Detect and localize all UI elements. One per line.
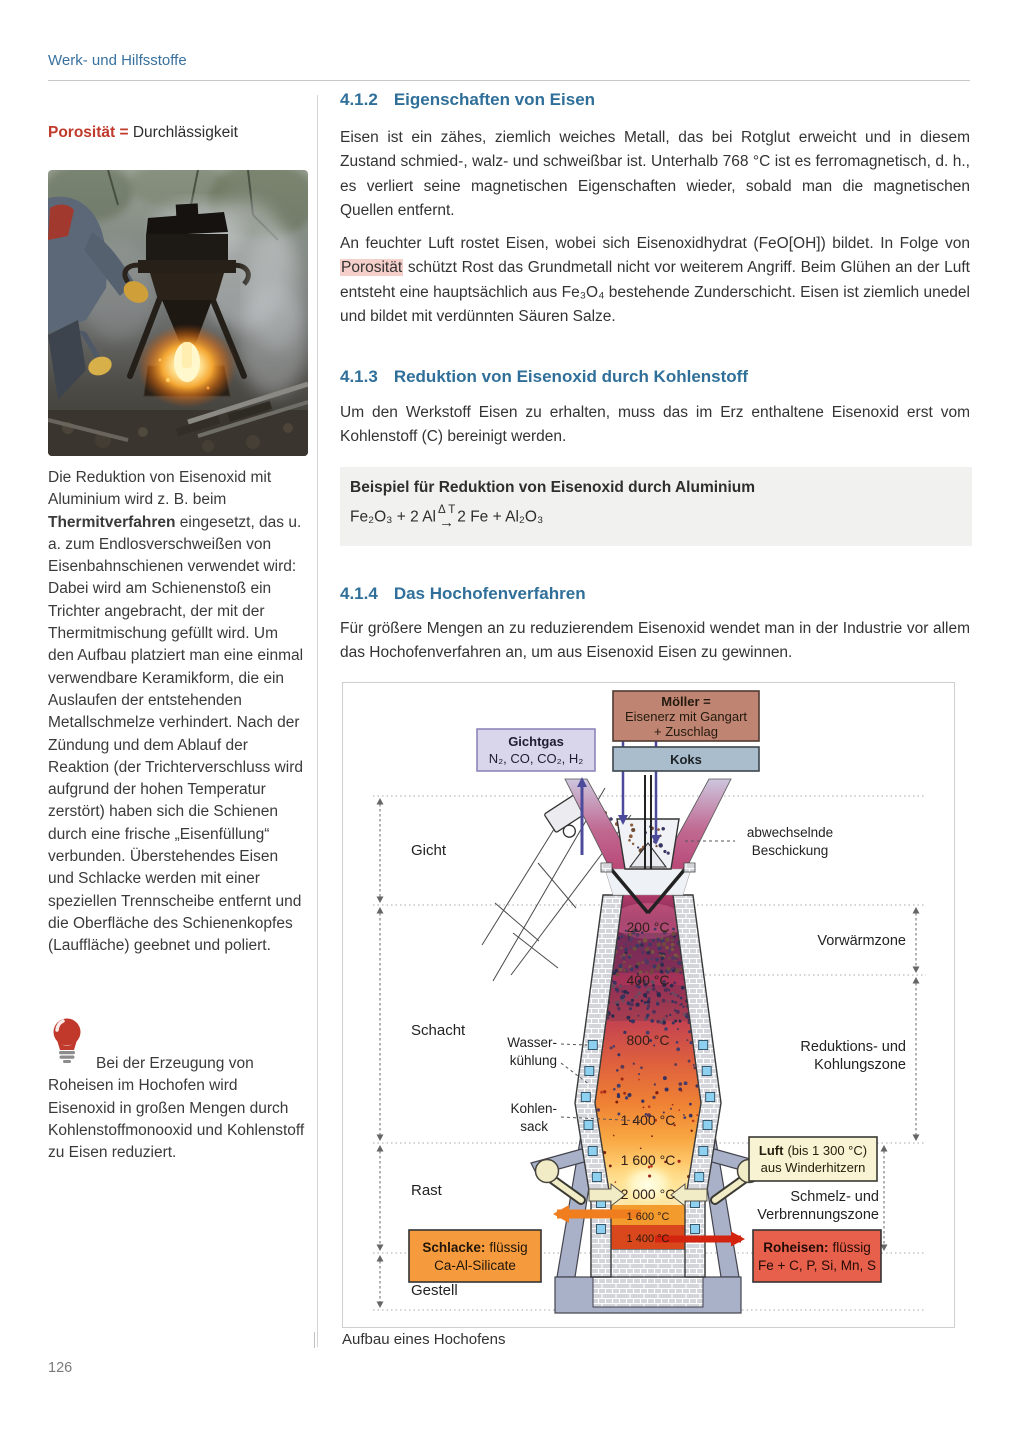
label-beschickung: abwechselnde — [746, 825, 834, 840]
thermite-photo — [48, 170, 308, 456]
schlacke-box — [409, 1230, 541, 1282]
gichtgas-box — [477, 729, 595, 771]
margin-text-b: eingesetzt, das u. a. zum Endlosverschweißen von Eisenbahnschienen verwendet wird: Dabei wird am Schienenstoß ein Trichter angebracht, der mit der Thermitmischung gefüllt wird. Um den Aufbau platziert man eine einmal verwendbare Keramikform, die ein Auslaufen der entstehenden Metallschmelze verhindert. Nach der Zündung und dem Ablauf der Reaktion (der Trichterverschluss wird aufgrund der hohen Temperatur zerstört) haben sich die Schienen durch eine frische „Eisenfüllung“ verbunden. Überstehendes Eisen und Schlacke werden mit einer speziellen Trennscheibe entfernt und die Oberfläche des Schienenkopfes (Lauffläche) geebnet und poliert. — [48, 513, 304, 955]
paragraph-412-1: Eisen ist ein zähes, ziemlich weiches Metall, das bei Rotglut erweicht und in diesem Zustand schmied-, walz- und schweißbar ist. Unterhalb 768 °C ist es ferromagnetisch, d. h., es verliert seine magnetischen Eigenschaften wieder, sobald man die magnetischen Quellen entfernt. — [340, 129, 970, 219]
luft-box — [749, 1137, 877, 1181]
throat — [605, 869, 691, 895]
section-heading-413 — [340, 367, 970, 387]
zone-label-gestell: Gestell — [411, 1282, 458, 1299]
svg-text:Roheisen:flüssig: Roheisen: flüssig — [763, 1240, 871, 1255]
svg-text:Beschickung: Beschickung — [751, 843, 829, 858]
chemical-equation — [350, 505, 958, 530]
svg-text:Ca-Al-Silicate: Ca-Al-Silicate — [434, 1258, 516, 1273]
paragraph-text: schützt Rost das Grundmetall nicht vor weiterem Angriff. Beim Glühen an der Luft entsteht eine hauptsächlich aus Fe₃O₄ bestehende Zunderschicht. Eisen ist ziemlich unedel und bildet mit verdünnten Säuren Salze. — [340, 259, 970, 325]
section-number: 4.1.4 — [340, 584, 378, 603]
example-title: Beispiel für Reduktion von Eisenoxid durch Aluminium — [350, 479, 756, 496]
band-temp-1600: 1 600 °C — [626, 1211, 670, 1223]
bell-anchor-right — [684, 863, 695, 872]
running-header: Werk- und Hilfsstoffe — [48, 52, 187, 69]
page-number: 126 — [48, 1360, 73, 1376]
svg-text:Fe + C, P, Si, Mn, S: Fe + C, P, Si, Mn, S — [758, 1258, 876, 1273]
svg-text:Gichtgas: Gichtgas — [508, 734, 564, 749]
equation-right: 2 Fe + Al₂O₃ — [457, 508, 544, 526]
section-number: 4.1.3 — [340, 367, 378, 386]
lightbulb-icon — [50, 1016, 86, 1073]
temp-200: 200 °C — [626, 919, 670, 935]
label-wasserkuehlung: Wasser- — [507, 1035, 557, 1050]
margin-paragraph — [48, 467, 308, 958]
zone-label-rast: Rast — [411, 1182, 442, 1199]
svg-text:N₂, CO, CO₂, H₂: N₂, CO, CO₂, H₂ — [488, 751, 584, 766]
svg-text:aus Winderhitzern: aus Winderhitzern — [760, 1160, 866, 1175]
svg-text:Koks: Koks — [670, 752, 702, 767]
temp-1600: 1 600 °C — [620, 1152, 676, 1168]
highlighted-term: Porosität — [341, 259, 403, 277]
section-heading-412 — [340, 90, 970, 110]
section-title: Das Hochofenverfahren — [393, 584, 586, 603]
definition-text: Durchlässigkeit — [128, 124, 238, 141]
bell-anchor-left — [601, 863, 612, 872]
temp-800: 800 °C — [626, 1032, 670, 1048]
roheisen-box — [753, 1230, 881, 1282]
label-kohlensack: Kohlen- — [510, 1101, 557, 1116]
moeller-box — [613, 691, 759, 741]
svg-text:sack: sack — [520, 1119, 548, 1134]
svg-text:kühlung: kühlung — [509, 1053, 557, 1068]
paragraph-412-2 — [340, 232, 970, 329]
temp-400: 400 °C — [626, 972, 670, 988]
paragraph-text: An feuchter Luft rostet Eisen, wobei sich Eisenoxidhydrat (FeO[OH]) bildet. In Folge von — [340, 235, 970, 252]
figure-caption: Aufbau eines Hochofens — [342, 1331, 506, 1348]
base-brickwork — [593, 1277, 703, 1307]
reaction-arrow: Δ T → — [438, 504, 456, 531]
svg-text:Eisenerz mit Gangart: Eisenerz mit Gangart — [624, 709, 748, 724]
svg-text:Luft(bis 1 300 °C): Luft (bis 1 300 °C) — [758, 1143, 868, 1158]
band-temp-1400: 1 400 °C — [626, 1233, 670, 1245]
blast-furnace-figure — [342, 682, 955, 1328]
svg-text:Verbrennungszone: Verbrennungszone — [757, 1207, 879, 1223]
zone-label-vorwaermzone: Vorwärmzone — [817, 933, 906, 949]
section-title: Reduktion von Eisenoxid durch Kohlenstoff — [393, 367, 748, 386]
section-heading-414 — [340, 584, 970, 604]
temp-2000: 2 000 °C — [620, 1186, 676, 1202]
margin-text-a: Die Reduktion von Eisenoxid mit Aluminium wird z. B. beim — [48, 469, 272, 509]
zone-label-reduktion: Reduktions- und — [800, 1039, 906, 1055]
margin-definition — [48, 124, 308, 142]
koks-box — [613, 747, 759, 771]
margin-text-bold: Thermitverfahren — [48, 513, 176, 531]
zone-label-gicht: Gicht — [411, 842, 447, 859]
furnace-diagram — [343, 683, 954, 1327]
section-number: 4.1.2 — [340, 90, 378, 109]
section-title: Eigenschaften von Eisen — [393, 90, 596, 109]
svg-text:Möller =: Möller = — [661, 694, 711, 709]
column-divider — [317, 95, 318, 1347]
svg-text:Kohlungszone: Kohlungszone — [814, 1057, 906, 1073]
tip-text: Bei der Erzeugung von Roheisen im Hochofen wird Eisenoxid in großen Mengen durch Kohlenstoffmonooxid und Kohlenstoff zu Eisen reduziert. — [48, 1055, 305, 1162]
tip-note — [48, 1016, 308, 1164]
definition-term: Porosität = — [48, 124, 129, 141]
paragraph-414-1: Für größere Mengen an zu reduzierendem Eisenoxid wendet man in der Industrie vor allem das Hochofenverfahren an, um aus Eisenoxid Eisen zu gewinnen. — [340, 620, 970, 662]
thermite-photo-art — [48, 170, 308, 456]
equation-left: Fe₂O₃ + 2 Al — [350, 508, 436, 526]
paragraph-413-1: Um den Werkstoff Eisen zu erhalten, muss das im Erz enthaltene Eisenoxid erst vom Kohlenstoff (C) bereinigt werden. — [340, 404, 970, 446]
zone-label-schacht: Schacht — [411, 1022, 466, 1039]
example-box — [340, 467, 972, 546]
zone-label-schmelz: Schmelz- und — [790, 1189, 879, 1205]
temp-1400: 1 400 °C — [620, 1112, 676, 1128]
svg-text:+ Zuschlag: + Zuschlag — [654, 724, 718, 739]
svg-text:Schlacke:flüssig: Schlacke: flüssig — [422, 1240, 528, 1255]
caption-tick — [314, 1332, 315, 1348]
header-rule — [48, 80, 970, 81]
